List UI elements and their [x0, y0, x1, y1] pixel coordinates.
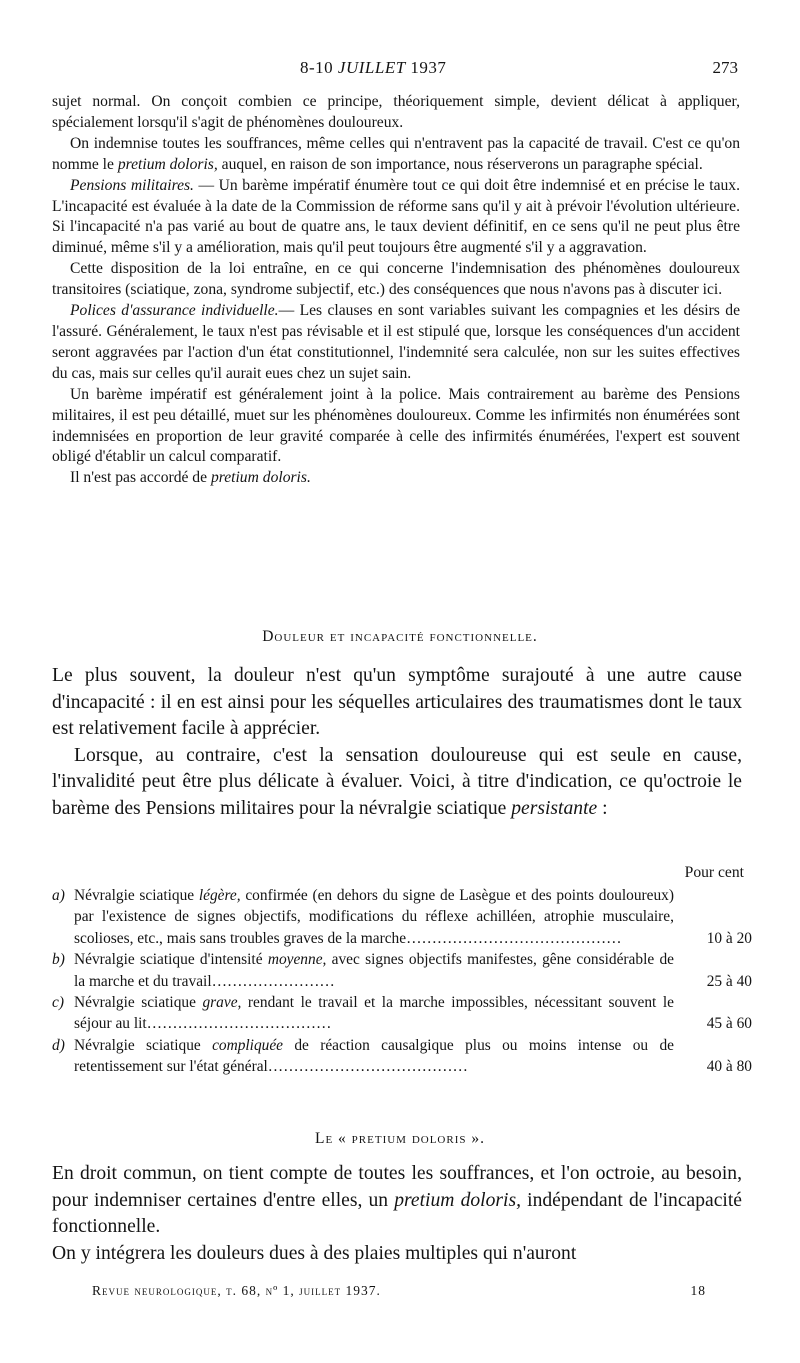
paragraph-text: En droit commun, on tient compte de toutes les souffrances, et l'on octroie, au besoin, pour indemniser certaines d'entre elles, un	[52, 1163, 742, 1211]
paragraph-text: Un barème impératif est généralement joint à la police. Mais contrairement au barème des Pensions militaires, il est peu détaillé, muet sur les phénomènes douloureux. Comme les infirmités non énumérées sont indemnisées en proportion de leur gravité comparée à celle des infirmités énumérées, l'expert est souvent obligé d'établir un calcul comparatif.	[52, 385, 740, 466]
rate-value: 45 à 60	[706, 1015, 752, 1033]
paragraph-text: Il n'est pas accordé de	[70, 469, 211, 487]
row-description	[74, 885, 674, 949]
paragraph-text: — Un barème impératif énumère tout ce qui doit être indemnisé et en précise le taux. L'incapacité est évaluée à la date de la Commission de réforme sans qu'il y ait à prévoir l'évolution ultérieure. Si l'incapacité n'a pas varié au bout de quatre ans, le taux devient définitif, en ce sens qu'il ne peut plus être diminué, même s'il y a amélioration, mais qu'il peut toujours être augmenté s'il y a aggravation.	[52, 176, 740, 257]
paragraph-text: On y intégrera les douleurs dues à des plaies multiples qui n'auront	[52, 1242, 577, 1264]
row-text: Névralgie sciatique d'intensité	[74, 951, 268, 969]
paragraph	[52, 259, 740, 301]
row-text: Névralgie sciatique	[74, 994, 203, 1012]
journal-citation: Revue neurologique, t. 68, nº 1, juillet 1937.	[92, 1283, 381, 1298]
paragraph-text: — Les clauses en sont variables suivant les compagnies et les désirs de l'assuré. Généralement, le taux n'est pas révisable et il est stipulé que, lorsque les conséquences d'un accident seront aggravées par l'action d'un état constitutionnel, l'indemnité sera calculée, non sur les suites effectives du cas, mais sur celles qu'il aurait eues chez un sujet sain.	[52, 302, 740, 382]
header-date	[300, 58, 446, 78]
section-heading-pretium	[0, 1130, 800, 1148]
severity-term: légère,	[198, 887, 241, 904]
leader-dots: ……………………………………	[406, 929, 622, 947]
paragraph-text: auquel, en raison de son importance, nous réserverons un paragraphe spécial.	[217, 155, 703, 173]
mid-paragraphs	[52, 663, 742, 822]
header-day: 8-10	[300, 58, 334, 77]
paragraph	[52, 1241, 742, 1268]
paragraph	[52, 1161, 742, 1241]
paragraph-heading: Pensions militaires.	[70, 176, 194, 194]
row-description	[74, 992, 674, 1035]
rate-value: 25 à 40	[706, 972, 752, 990]
row-label: a)	[52, 887, 65, 904]
table-row	[52, 1035, 752, 1078]
rate-value: 40 à 80	[706, 1058, 752, 1076]
header-year: 1937	[410, 58, 447, 77]
row-text: Névralgie sciatique	[74, 887, 199, 904]
rate-value: 10 à 20	[706, 929, 752, 947]
table-row	[52, 885, 752, 949]
paragraph	[52, 468, 740, 489]
table-row	[52, 992, 752, 1035]
paragraph-heading: Polices d'assurance individuelle.	[70, 302, 279, 320]
row-text: de réaction causalgique plus ou moins intense ou de retentissement sur l'état général	[74, 1036, 674, 1076]
signature-number: 18	[690, 1283, 706, 1298]
page-number: 273	[712, 58, 738, 77]
row-label: d)	[52, 1036, 65, 1054]
paragraph	[52, 176, 740, 260]
row-label: c)	[52, 994, 64, 1012]
bottom-paragraphs	[52, 1161, 742, 1267]
paragraph	[52, 301, 740, 385]
paragraph-text: Cette disposition de la loi entraîne, en ce qui concerne l'indemnisation des phénomènes douloureux transitoires (sciatique, zona, syndrome subjectif, etc.) des conséquences que nous n'avons pas à discuter ici.	[52, 260, 740, 299]
section-title: Le « pretium doloris ».	[314, 1130, 485, 1147]
leader-dots: ………………………………	[146, 1015, 332, 1033]
paragraph-text: Lorsque, au contraire, c'est la sensation douloureuse qui est seule en cause, l'invalidité peut être plus délicate à évaluer. Voici, à titre d'indication, ce qu'octroie le barème des Pensions militaires pour la névralgie sciatique	[52, 744, 742, 819]
paragraph	[52, 663, 742, 743]
table-row	[52, 949, 752, 992]
paragraph-text: Le plus souvent, la douleur n'est qu'un symptôme surajouté à une autre cause d'incapacité : il en est ainsi pour les séquelles articulaires des traumatismes dont le taux est relativement facile à apprécier.	[52, 665, 742, 739]
row-label: b)	[52, 951, 65, 969]
row-text: confirmée (en dehors du signe de Lasègue et des points douloureux) par l'existence de signes objectifs, modifications du réflexe achilléen, atrophie musculaire, scolioses, etc., mais sans troubles graves de la marche	[74, 887, 675, 947]
paragraph-text: On indemnise toutes les souffrances, même celles qui n'entravent pas la capacité de travail. C'est ce qu'on nomme le	[52, 134, 740, 173]
section-heading-douleur: Douleur et incapacité fonctionnelle.	[262, 628, 538, 645]
running-header	[0, 58, 800, 82]
leader-dots: ……………………	[211, 972, 335, 990]
severity-term: moyenne,	[267, 951, 327, 969]
paragraph-text: sujet normal. On conçoit combien ce principe, théoriquement simple, devient délicat à appliquer, spécialement lorsqu'il s'agit de phénomènes douloureux.	[52, 93, 740, 131]
row-description	[74, 949, 674, 992]
latin-term: pretium doloris,	[117, 155, 218, 173]
emphasis: persistante	[511, 797, 598, 819]
pension-scale-table	[52, 885, 752, 1078]
row-text: avec signes objectifs manifestes, gêne considérable de la marche et du travail	[74, 951, 674, 990]
paragraph	[52, 743, 742, 823]
latin-term: pretium doloris.	[210, 469, 311, 487]
paragraph-text: :	[597, 797, 608, 819]
header-month: JUILLET	[337, 58, 406, 77]
row-description	[74, 1035, 674, 1078]
paragraph	[52, 385, 740, 469]
row-text: rendant le travail et la marche impossibles, nécessitant souvent le séjour au lit	[74, 994, 674, 1033]
top-paragraphs	[52, 92, 740, 489]
paragraph	[52, 134, 740, 176]
unit-header: Pour cent	[684, 864, 744, 881]
paragraph	[52, 92, 740, 134]
row-text: Névralgie sciatique	[74, 1036, 213, 1054]
paragraph-text: indépendant de l'incapacité fonctionnelle.	[52, 1189, 742, 1237]
leader-dots: …………………………………	[267, 1058, 468, 1076]
severity-term: compliquée	[212, 1036, 284, 1054]
severity-term: grave,	[202, 994, 242, 1012]
latin-term: pretium doloris,	[394, 1189, 521, 1211]
